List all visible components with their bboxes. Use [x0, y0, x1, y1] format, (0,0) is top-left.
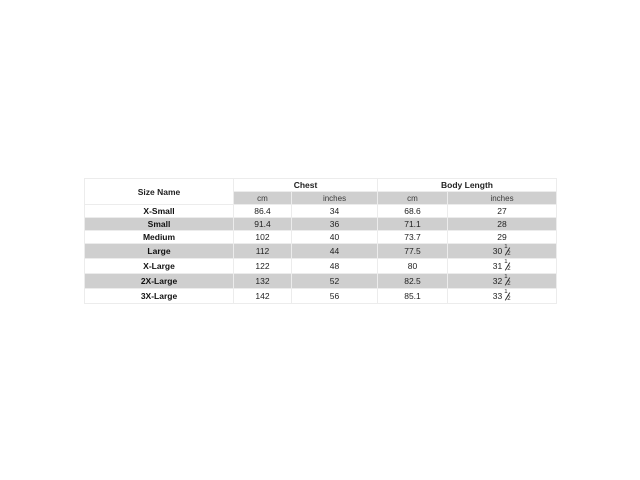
size-name-cell: Medium — [85, 231, 234, 244]
body-length-inches-unit: inches — [448, 192, 557, 205]
fraction-numerator: 1 — [504, 274, 508, 280]
body-length-cm-cell: 73.7 — [378, 231, 448, 244]
chest-header: Chest — [234, 179, 378, 192]
body-length-inches-cell — [448, 274, 557, 289]
fraction-numerator: 1 — [504, 259, 508, 265]
body-length-inches-value: 31 — [492, 261, 503, 271]
body-length-inches-cell — [448, 289, 557, 304]
table-row — [85, 289, 557, 304]
body-length-cm-cell: 77.5 — [378, 244, 448, 259]
chest-cm-cell: 102 — [234, 231, 292, 244]
body-length-inches-value: 29 — [497, 232, 507, 242]
fraction-denominator: 2 — [507, 296, 511, 302]
fraction-denominator: 2 — [507, 251, 511, 257]
chest-inches-cell: 34 — [292, 205, 378, 218]
half-fraction — [504, 276, 511, 286]
table-header-row — [85, 179, 557, 192]
body-length-inches-cell — [448, 244, 557, 259]
chest-inches-cell: 40 — [292, 231, 378, 244]
half-fraction — [504, 291, 511, 301]
table-row — [85, 205, 557, 218]
body-length-inches-cell — [448, 218, 557, 231]
chest-cm-cell: 112 — [234, 244, 292, 259]
size-name-cell: X-Large — [85, 259, 234, 274]
table-row — [85, 274, 557, 289]
body-length-inches-value: 27 — [497, 206, 507, 216]
body-length-cm-unit: cm — [378, 192, 448, 205]
body-length-inches-value: 30 — [492, 246, 503, 256]
fraction-numerator: 1 — [504, 289, 508, 295]
size-name-header: Size Name — [85, 179, 234, 205]
body-length-inches-cell — [448, 259, 557, 274]
chest-cm-unit: cm — [234, 192, 292, 205]
body-length-inches-value: 28 — [497, 219, 507, 229]
half-fraction — [504, 261, 511, 271]
table-row — [85, 244, 557, 259]
chest-inches-cell: 52 — [292, 274, 378, 289]
body-length-inches-value: 32 — [492, 276, 503, 286]
body-length-inches-cell — [448, 231, 557, 244]
chest-cm-cell: 122 — [234, 259, 292, 274]
chest-inches-unit: inches — [292, 192, 378, 205]
size-name-cell: 3X-Large — [85, 289, 234, 304]
fraction-denominator: 2 — [507, 266, 511, 272]
size-chart-table — [84, 178, 557, 304]
table-row — [85, 218, 557, 231]
body-length-cm-cell: 68.6 — [378, 205, 448, 218]
chest-cm-cell: 142 — [234, 289, 292, 304]
body-length-cm-cell: 80 — [378, 259, 448, 274]
body-length-cm-cell: 85.1 — [378, 289, 448, 304]
size-name-cell: Large — [85, 244, 234, 259]
chest-cm-cell: 86.4 — [234, 205, 292, 218]
body-length-inches-cell — [448, 205, 557, 218]
size-name-cell: X-Small — [85, 205, 234, 218]
body-length-cm-cell: 82.5 — [378, 274, 448, 289]
chest-cm-cell: 132 — [234, 274, 292, 289]
chest-inches-cell: 56 — [292, 289, 378, 304]
fraction-numerator: 1 — [504, 244, 508, 250]
size-name-cell: 2X-Large — [85, 274, 234, 289]
chest-cm-cell: 91.4 — [234, 218, 292, 231]
body-length-cm-cell: 71.1 — [378, 218, 448, 231]
chest-inches-cell: 44 — [292, 244, 378, 259]
half-fraction — [504, 246, 511, 256]
chest-inches-cell: 48 — [292, 259, 378, 274]
body-length-header: Body Length — [378, 179, 557, 192]
table-row — [85, 259, 557, 274]
size-name-cell: Small — [85, 218, 234, 231]
chest-inches-cell: 36 — [292, 218, 378, 231]
table-row — [85, 231, 557, 244]
body-length-inches-value: 33 — [492, 291, 503, 301]
fraction-denominator: 2 — [507, 281, 511, 287]
